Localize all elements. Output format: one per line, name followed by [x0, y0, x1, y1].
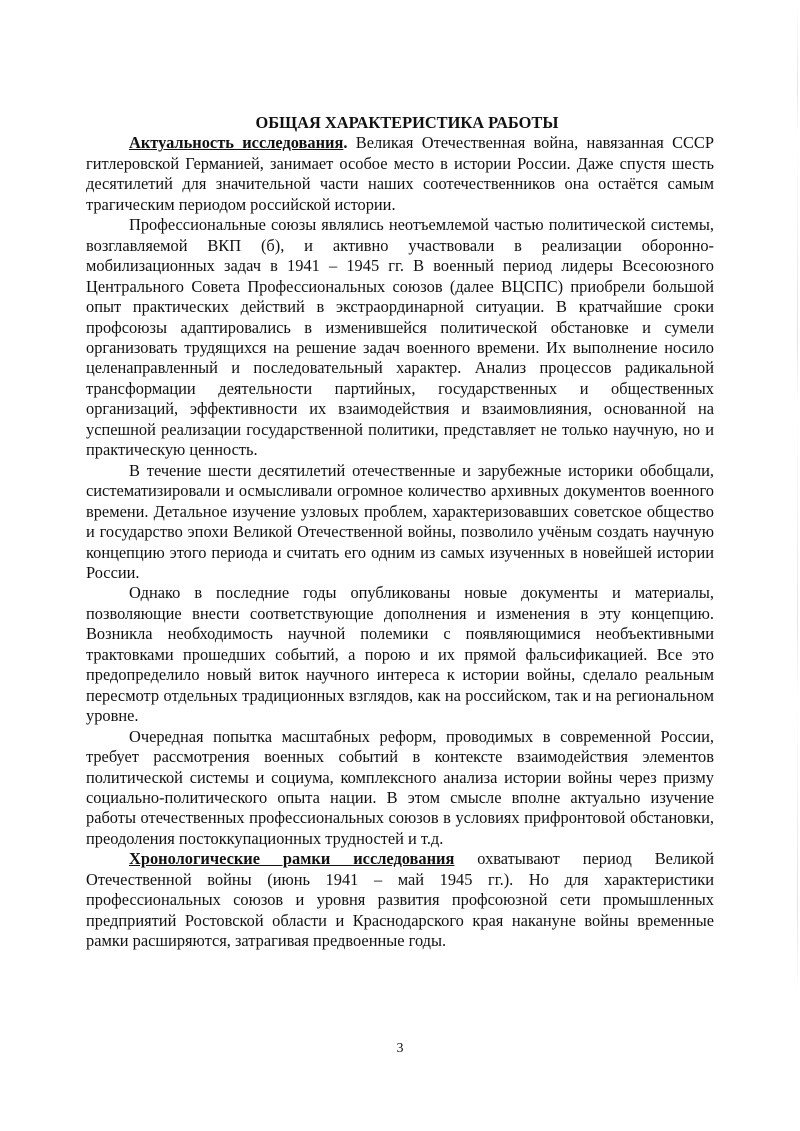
paragraph-trade-unions: [86, 215, 714, 460]
page-number: 3: [396, 1041, 404, 1056]
paragraph-text: Профессиональные союзы являлись неотъемлемой частью политической системы, возглавляемой ВКП (б), и активно участвовали в реализации оборонно-мобилизационных задач в 1941 – 1945 гг. В военный период лидеры Всесоюзного Центрального Совета Профессиональных союзов (далее ВЦСПС) приобрели большой опыт практических действий в экстраординарной ситуации. В кратчайшие сроки профсоюзы адаптировались в изменившейся политической обстановке и сумели организовать трудящихся на решение задач военного времени. Их выполнение носило целенаправленный и последовательный характер. Анализ процессов радикальной трансформации деятельности партийных, государственных и общественных организаций, эффективности их взаимодействия и взаимовлияния, основанной на успешной реализации государственной политики, представляет не только научную, но и практическую ценность.: [86, 215, 714, 460]
paragraph-relevance: [86, 133, 714, 215]
lead-relevance-period: .: [343, 133, 348, 153]
paragraph-reforms: [86, 727, 714, 850]
lead-relevance: Актуальность исследования: [129, 133, 344, 153]
paragraph-text: Великая Отечественная война, навязанная СССР гитлеровской Германией, занимает особое место в истории России. Даже спустя шесть десятилетий для значительной части наших соотечественников она остаётся самым трагическим периодом российской истории.: [86, 133, 714, 214]
scan-edge-line: [797, 0, 798, 1131]
lead-chronology: Хронологические рамки исследования: [129, 849, 455, 869]
body-text: [86, 113, 714, 952]
paragraph-chronology: [86, 849, 714, 951]
paragraph-text: охватывают период Великой Отечественной войны (июнь 1941 – май 1945 гг.). Но для характеристики профессиональных союзов и уровня развития профсоюзной сети промышленных предприятий Ростовской области и Краснодарского края накануне войны временные рамки расширяются, затрагивая предвоенные годы.: [86, 849, 714, 951]
paragraph-text: Очередная попытка масштабных реформ, проводимых в современной России, требует рассмотрения военных событий в контексте взаимодействия элементов политической системы и социума, комплексного анализа истории войны через призму социально-политического опыта нации. В этом смысле вполне актуально изучение работы отечественных профессиональных союзов в условиях прифронтовой обстановки, преодоления постоккупационных трудностей и т.д.: [86, 726, 714, 848]
paragraph-text: Однако в последние годы опубликованы новые документы и материалы, позволяющие внести соответствующие дополнения и изменения в эту концепцию. Возникла необходимость научной полемики с появляющимися необъективными трактовками прошедших событий, а порою и их прямой фальсификацией. Все это предопределило новый виток научного интереса к истории войны, сделало реальным пересмотр отдельных традиционных взглядов, как на российском, так и на региональном уровне.: [86, 583, 714, 726]
paragraph-historians: [86, 461, 714, 584]
paragraph-text: В течение шести десятилетий отечественные и зарубежные историки обобщали, систематизировали и осмысливали огромное количество архивных документов военного времени. Детальное изучение узловых проблем, характеризовавших советское общество и государство эпохи Великой Отечественной войны, позволило учёным создать научную концепцию этого периода и считать его одним из самых изученных в новейшей истории России.: [86, 460, 714, 582]
page-title: ОБЩАЯ ХАРАКТЕРИСТИКА РАБОТЫ: [255, 113, 559, 132]
paragraph-new-documents: [86, 583, 714, 726]
